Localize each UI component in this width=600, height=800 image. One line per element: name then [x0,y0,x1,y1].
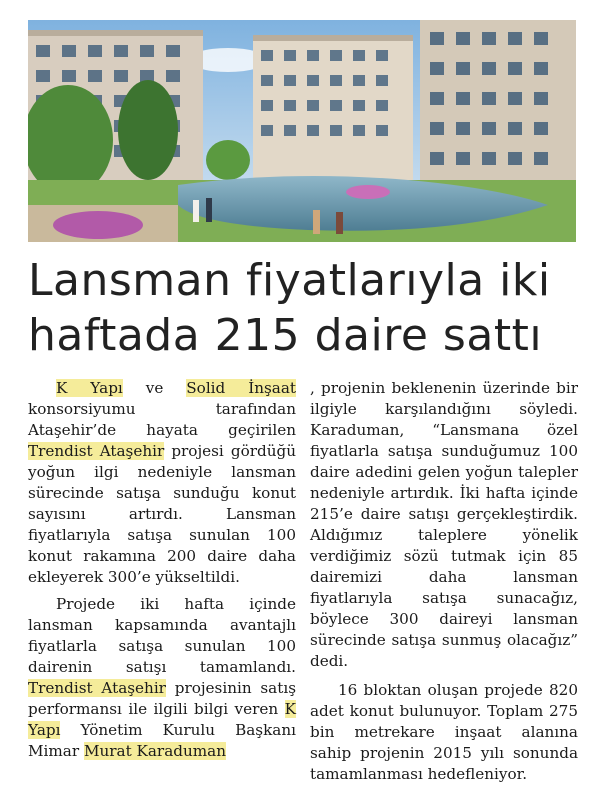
article-paragraph-2-continued: , projenin beklenenin üzerinde bir ilgiyle karşılandığını söyledi. Karaduman, “Lansmana özel fiyatlarla satışa sunduğumuz 100 daire adedini gelen yoğun talepler nedeniyle artırdık. İki hafta içinde 215’e daire satışı gerçekleştirdik. Aldığımız taleplere yönelik verdiğimiz sözü tutmak için 85 dairemizi daha lansman fiyatlarıyla satışa sunacağız, böylece 300 daireyi lansman sürecinde satışa sunmuş olacağız” dedi. [310,379,578,670]
article-column-right [310,378,578,785]
company-highlight: K Yapı [56,379,123,397]
project-highlight: Trendist Ataşehir [28,442,165,460]
company-highlight: K Yapı [28,700,296,739]
company-highlight: Solid İnşaat [186,379,296,397]
headline-line-1: Lansman fiyatlarıyla iki [28,255,551,306]
headline-line-2: haftada 215 daire sattı [28,310,543,361]
residential-complex-illustration [28,20,576,242]
headline [28,253,576,363]
person-highlight: Murat Karaduman [83,742,226,760]
article-paragraph-1: K Yapı ve Solid İnşaat konsorsiyumu tarafından Ataşehir’de hayata geçirilen Trendist Ataşehir projesi gördüğü yoğun ilgi nedeniyle lansman sürecinde satışa sunduğu konut sayısını artırdı. Lansman fiyatlarıyla satışa sunulan 100 konut rakamına 200 daire daha ekleyerek 300’e yükseltildi. [28,379,296,586]
article-paragraph-2: Projede iki hafta içinde lansman kapsamında avantajlı fiyatlarla satışa sunulan 100 dairenin satışı tamamlandı. Trendist Ataşehir projesinin satış performansı ile ilgili bilgi veren K Yapı Yönetim Kurulu Başkanı Mimar Murat Karaduman [28,595,296,760]
article-paragraph-3: 16 bloktan oluşan projede 820 adet konut bulunuyor. Toplam 275 bin metrekare inşaat alanına sahip projenin 2015 yılı sonunda tamamlanması hedefleniyor. [310,681,578,783]
article-column-left [28,378,296,762]
article-photo [28,20,576,242]
project-highlight: Trendist Ataşehir [28,679,166,697]
